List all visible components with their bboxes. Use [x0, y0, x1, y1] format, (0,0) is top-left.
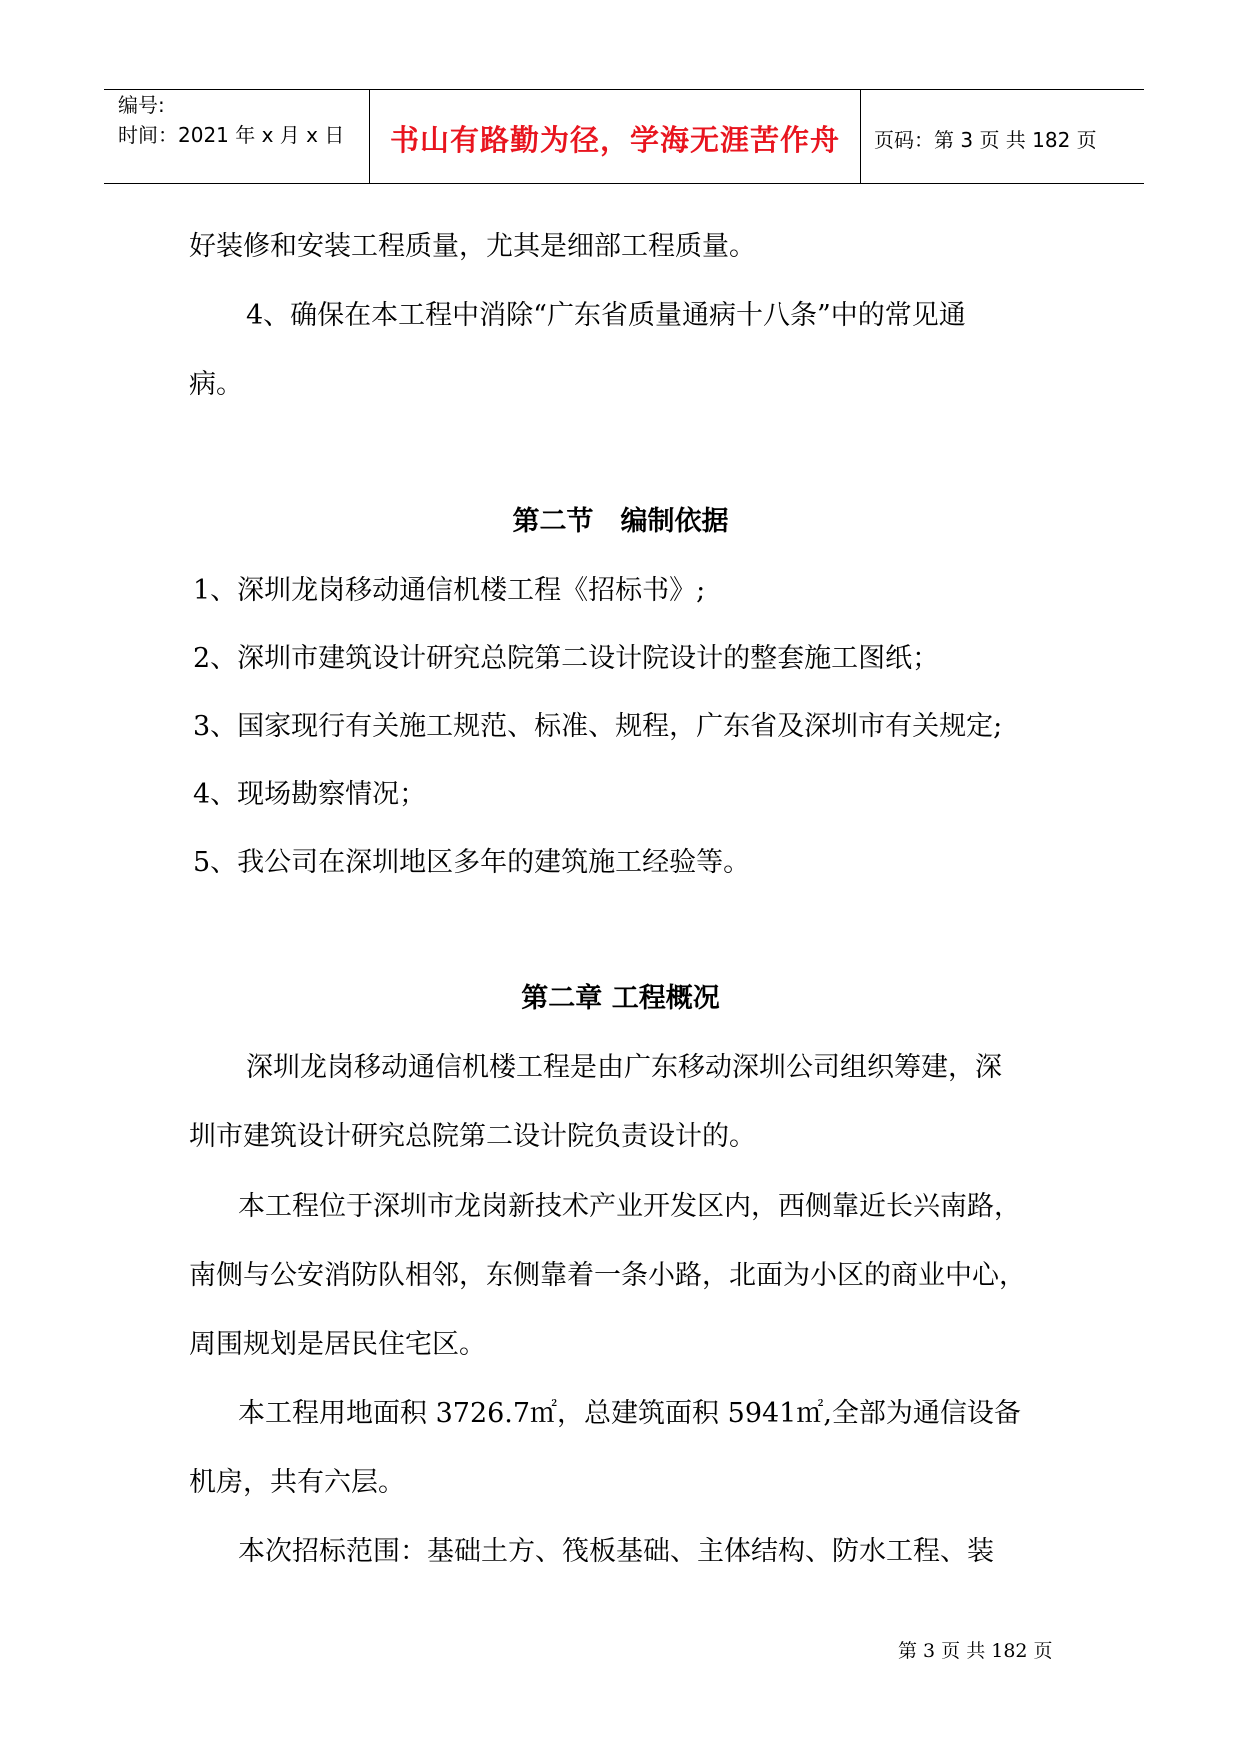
chapter-title: 第二章 工程概况	[521, 983, 720, 1014]
text-line: 深圳龙岗移动通信机楼工程是由广东移动深圳公司组织筹建，深	[246, 1052, 1002, 1083]
basis-item: 1、深圳龙岗移动通信机楼工程《招标书》;	[193, 575, 706, 606]
document-time: 时间：2021 年 x 月 x 日	[118, 123, 345, 147]
text-line: 机房，共有六层。	[189, 1467, 405, 1498]
text-line: 周围规划是居民住宅区。	[189, 1329, 486, 1360]
text-line: 本工程用地面积 3726.7㎡，总建筑面积 5941㎡,全部为通信设备	[238, 1398, 1021, 1429]
basis-item: 4、现场勘察情况；	[193, 779, 427, 810]
basis-item: 2、深圳市建筑设计研究总院第二设计院设计的整套施工图纸；	[193, 643, 940, 674]
text-line: 本工程位于深圳市龙岗新技术产业开发区内，西侧靠近长兴南路，	[238, 1191, 1021, 1222]
text-line: 好装修和安装工程质量，尤其是细部工程质量。	[189, 231, 756, 262]
header-motto: 书山有路勤为径，学海无涯苦作舟	[389, 123, 840, 157]
basis-item: 5、我公司在深圳地区多年的建筑施工经验等。	[193, 847, 751, 878]
text-line: 本次招标范围：基础土方、筏板基础、主体结构、防水工程、装	[238, 1536, 994, 1567]
text-line: 病。	[189, 369, 243, 400]
footer-page-info: 第 3 页 共 182 页	[898, 1640, 1053, 1662]
text-line: 南侧与公安消防队相邻，东侧靠着一条小路，北面为小区的商业中心，	[189, 1260, 1026, 1291]
section-title: 第二节 编制依据	[512, 506, 729, 537]
document-number-label: 编号:	[118, 93, 165, 117]
basis-item: 3、国家现行有关施工规范、标准、规程，广东省及深圳市有关规定;	[193, 711, 1003, 742]
header-page-info: 页码：第 3 页 共 182 页	[874, 128, 1097, 152]
text-line: 圳市建筑设计研究总院第二设计院负责设计的。	[189, 1121, 756, 1152]
text-line: 4、确保在本工程中消除“广东省质量通病十八条”中的常见通	[246, 300, 966, 331]
